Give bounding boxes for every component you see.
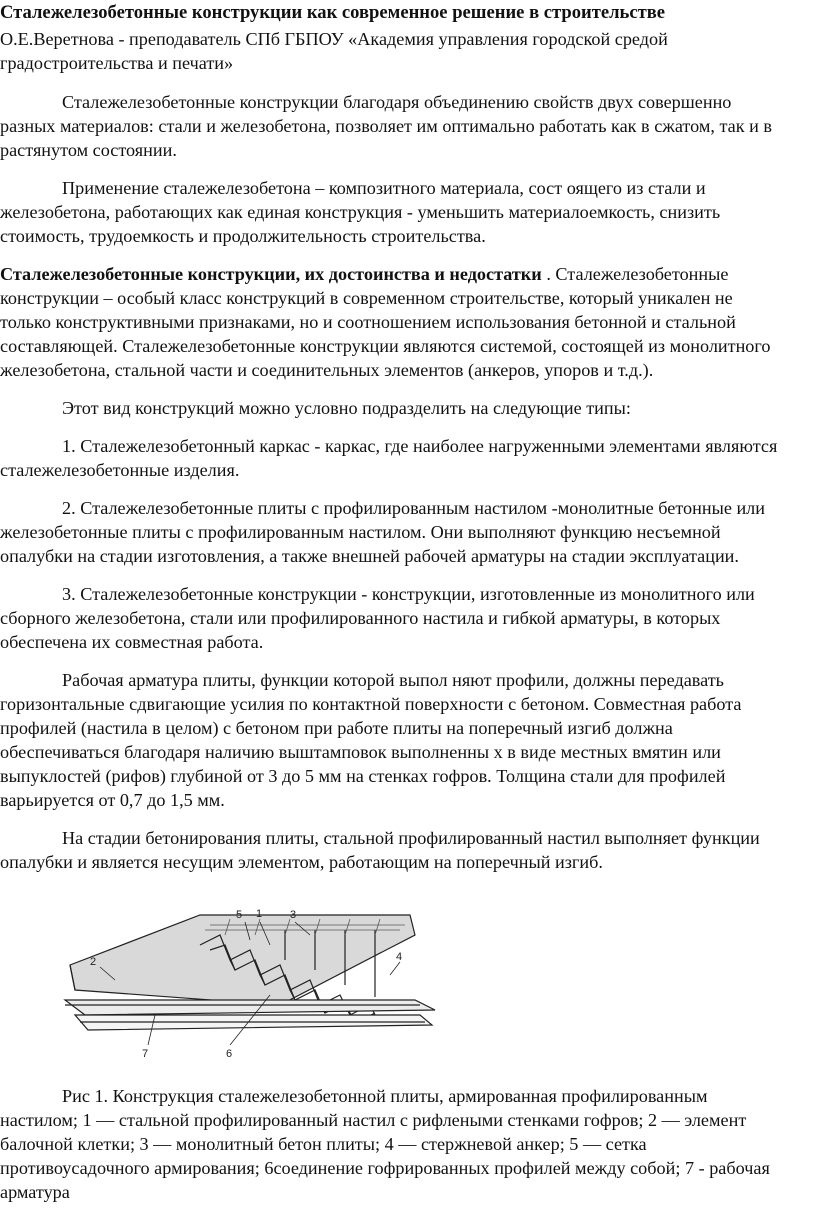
- paragraph-line: растянутом состоянии.: [0, 140, 177, 160]
- list-item-line: 3. Сталежелезобетонные конструкции - конструкции, изготовленные из монолитного или: [62, 584, 755, 604]
- paragraph-line: только конструктивными признаками, но и соотношением использования бетонной и стальной: [0, 312, 736, 332]
- paragraph-line: разных материалов: стали и железобетона, позволяет им оптимально работать как в сжатом, так и в: [0, 116, 772, 136]
- paragraph-line: Сталежелезобетонные конструкции благодаря объединению свойств двух совершенно: [62, 92, 732, 112]
- caption-line: настилом; 1 — стальной профилированный настил с рифлеными стенками гофров; 2 — элемент: [0, 1110, 747, 1130]
- figure-label: 6: [226, 1048, 233, 1060]
- figure-label: 5: [236, 909, 243, 921]
- author-line: О.Е.Веретнова - преподаватель СПб ГБПОУ «Академия управления городской средой: [0, 29, 668, 49]
- paragraph-line: конструкции – особый класс конструкций в современном строительстве, который уникален не: [0, 288, 733, 308]
- paragraph-line: обеспечиваться благодаря наличию выштамповок выполненны х в виде местных вмятин или: [0, 742, 721, 762]
- section-heading-line: [0, 262, 728, 286]
- steel-beam: [65, 1000, 435, 1030]
- list-item-line: опалубки на стадии изготовления, а также внешней рабочей арматуры на стадии эксплуатации.: [0, 546, 739, 566]
- paragraph-line: составляющей. Сталежелезобетонные конструкции являются системой, состоящей из монолитного: [0, 336, 771, 356]
- paragraph-line: железобетона, стальной части и соединительных элементов (анкеров, упоров и т.д.).: [0, 360, 654, 380]
- paragraph-line: горизонтальные сдвигающие усилия по контактной поверхности с бетоном. Совместная работа: [0, 694, 742, 714]
- paragraph-line: опалубки и является несущим элементом, работающим на поперечный изгиб.: [0, 852, 603, 872]
- paragraph-line: выпуклостей (рифов) глубиной от 3 до 5 мм на стенках гофров. Толщина стали для профилей: [0, 766, 726, 786]
- paragraph-line: На стадии бетонирования плиты, стальной профилированный настил выполняет функции: [62, 828, 760, 848]
- caption-line: Рис 1. Конструкция сталежелезобетонной плиты, армированная профилированным: [62, 1086, 708, 1106]
- paragraph-line: профилей (настила в целом) с бетоном при работе плиты на поперечный изгиб должна: [0, 718, 673, 738]
- paragraph-line: железобетона, работающих как единая конструкция - уменьшить материалоемкость, снизить: [0, 202, 721, 222]
- concrete-slab: [70, 915, 415, 1005]
- figure-label: 1: [256, 908, 263, 920]
- list-item-line: 2. Сталежелезобетонные плиты с профилированным настилом -монолитные бетонные или: [62, 498, 765, 518]
- paragraph-line: варьируется от 0,7 до 1,5 мм.: [0, 790, 225, 810]
- list-item-line: сталежелезобетонные изделия.: [0, 460, 240, 480]
- paragraph-line: Рабочая арматура плиты, функции которой выпол няют профили, должны передавать: [62, 670, 724, 690]
- slab-figure: [60, 905, 440, 1065]
- list-item-line: железобетонные плиты с профилированным настилом. Они выполняют функцию несъемной: [0, 522, 721, 542]
- document-title: Сталежелезобетонные конструкции как современное решение в строительстве: [0, 2, 666, 23]
- figure-label: 4: [396, 951, 403, 963]
- list-item-line: 1. Сталежелезобетонный каркас - каркас, где наиболее нагруженными элементами являются: [62, 436, 778, 456]
- caption-line: балочной клетки; 3 — монолитный бетон плиты; 4 — стержневой анкер; 5 — сетка: [0, 1134, 647, 1154]
- list-item-line: обеспечена их совместная работа.: [0, 632, 264, 652]
- list-item-line: сборного железобетона, стали или профилированного настила и гибкой арматуры, в которых: [0, 608, 721, 628]
- figure-label: 2: [90, 956, 97, 968]
- caption-line: противоусадочного армирования; 6соединение гофрированных профилей между собой; 7 - рабочая: [0, 1158, 770, 1178]
- section-heading: Сталежелезобетонные конструкции, их достоинства и недостатки: [0, 264, 542, 284]
- paragraph-line: Этот вид конструкций можно условно подразделить на следующие типы:: [62, 398, 631, 418]
- section-heading-tail: . Сталежелезобетонные: [541, 264, 729, 284]
- figure-label: 7: [142, 1048, 149, 1060]
- caption-line: арматура: [0, 1182, 70, 1202]
- author-line: градостроительства и печати»: [0, 53, 234, 73]
- figure-label: 3: [290, 909, 297, 921]
- paragraph-line: стоимость, трудоемкость и продолжительность строительства.: [0, 226, 486, 246]
- paragraph-line: Применение сталежелезобетона – композитного материала, сост оящего из стали и: [62, 178, 706, 198]
